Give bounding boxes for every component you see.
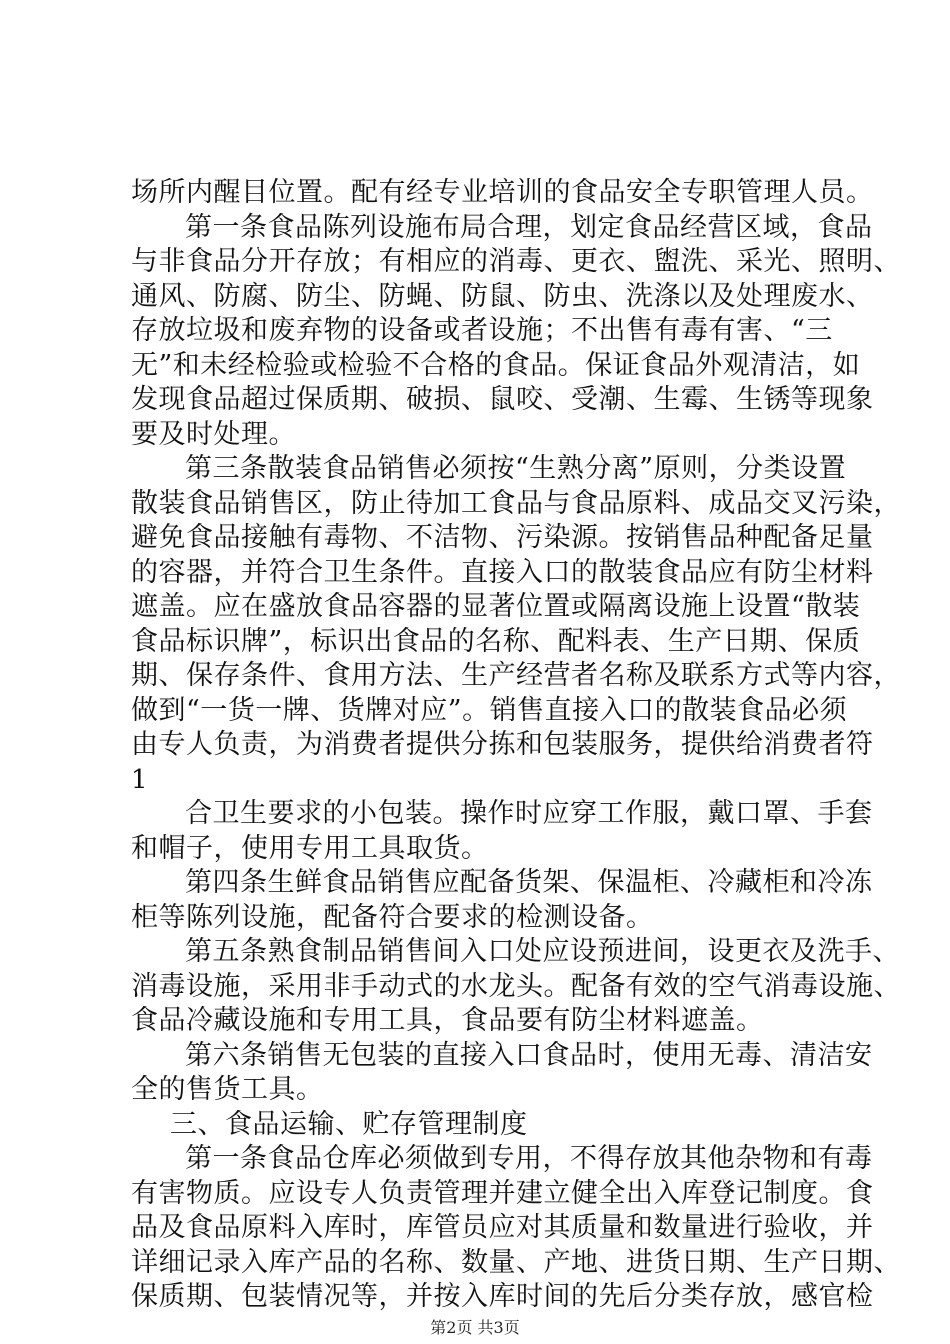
text-line: 第五条熟食制品销售间入口处应设预进间，设更衣及洗手、 xyxy=(185,936,900,967)
text-line: 详细记录入库产品的名称、数量、产地、进货日期、生产日期、 xyxy=(131,1247,901,1278)
text-line: 全的售货工具。 xyxy=(131,1074,324,1105)
text-line: 柜等陈列设施，配备符合要求的检测设备。 xyxy=(131,902,654,933)
page-footer: 第2页 共3页 xyxy=(430,1318,520,1337)
text-line: 期、保存条件、食用方法、生产经营者名称及联系方式等内容， xyxy=(131,660,901,691)
text-line: 散装食品销售区，防止待加工食品与食品原料、成品交叉污染， xyxy=(131,488,901,519)
inline-page-number: 1 xyxy=(131,765,148,795)
text-line: 保质期、包装情况等，并按入库时间的先后分类存放，感官检 xyxy=(131,1281,874,1312)
text-line: 由专人负责，为消费者提供分拣和包装服务，提供给消费者符 xyxy=(131,729,874,760)
text-line: 遮盖。应在盛放食品容器的显著位置或隔离设施上设置“散装 xyxy=(131,591,861,622)
text-line: 第一条食品陈列设施布局合理，划定食品经营区域，食品 xyxy=(185,212,873,243)
text-line: 存放垃圾和废弃物的设备或者设施；不出售有毒有害、“三 xyxy=(131,315,833,346)
text-line: 消毒设施，采用非手动式的水龙头。配备有效的空气消毒设施、 xyxy=(131,971,901,1002)
text-line: 第四条生鲜食品销售应配备货架、保温柜、冷藏柜和冷冻 xyxy=(185,867,873,898)
text-line: 合卫生要求的小包装。操作时应穿工作服，戴口罩、手套 xyxy=(185,798,873,829)
text-line: 场所内醒目位置。配有经专业培训的食品安全专职管理人员。 xyxy=(131,177,874,208)
text-line: 与非食品分开存放；有相应的消毒、更衣、盥洗、采光、照明、 xyxy=(131,246,901,277)
text-line: 品及食品原料入库时，库管员应对其质量和数量进行验收，并 xyxy=(131,1212,874,1243)
text-line: 发现食品超过保质期、破损、鼠咬、受潮、生霉、生锈等现象 xyxy=(131,384,874,415)
text-line: 避免食品接触有毒物、不洁物、污染源。按销售品种配备足量 xyxy=(131,522,874,553)
text-line: 第三条散装食品销售必须按“生熟分离”原则，分类设置 xyxy=(185,453,847,484)
text-line: 无”和未经检验或检验不合格的食品。保证食品外观清洁，如 xyxy=(131,350,861,381)
text-line: 第六条销售无包装的直接入口食品时，使用无毒、清洁安 xyxy=(185,1040,873,1071)
text-line: 的容器，并符合卫生条件。直接入口的散装食品应有防尘材料 xyxy=(131,557,874,588)
text-line: 通风、防腐、防尘、防蝇、防鼠、防虫、洗涤以及处理废水、 xyxy=(131,281,874,312)
text-line: 食品标识牌”，标识出食品的名称、配料表、生产日期、保质 xyxy=(131,626,861,657)
text-line: 第一条食品仓库必须做到专用，不得存放其他杂物和有毒 xyxy=(185,1143,873,1174)
text-line: 要及时处理。 xyxy=(131,419,296,450)
text-line: 做到“一货一牌、货牌对应”。销售直接入口的散装食品必须 xyxy=(131,695,848,726)
section-heading: 三、食品运输、贮存管理制度 xyxy=(170,1109,528,1140)
text-line: 食品冷藏设施和专用工具，食品要有防尘材料遮盖。 xyxy=(131,1005,764,1036)
text-line: 有害物质。应设专人负责管理并建立健全出入库登记制度。食 xyxy=(131,1178,874,1209)
text-line: 和帽子，使用专用工具取货。 xyxy=(131,833,489,864)
